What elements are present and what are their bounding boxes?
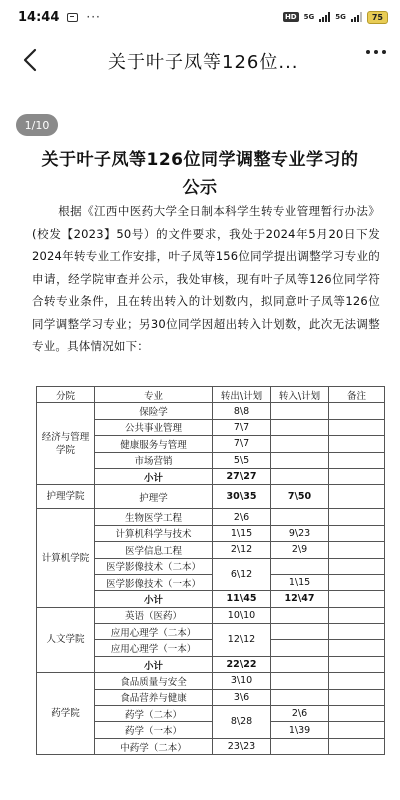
major-cell: 市场营销 [95,452,213,468]
out-cell: 12\12 [213,624,271,657]
in-cell [271,640,329,656]
remark-cell [329,419,385,435]
remark-cell [329,558,385,574]
remark-cell [329,591,385,607]
major-cell: 应用心理学（二本） [95,624,213,640]
major-cell: 食品质量与安全 [95,673,213,689]
in-cell [271,452,329,468]
header-remark: 备注 [329,387,385,403]
in-cell [271,468,329,484]
out-cell: 5\5 [213,452,271,468]
remark-cell [329,509,385,525]
remark-cell [329,542,385,558]
table-row [37,607,385,623]
header-out: 转出\计划 [213,387,271,403]
document-title [0,146,400,202]
battery-icon: 75 [367,11,388,24]
out-cell: 3\6 [213,689,271,705]
document-title-line-2: 公示 [182,178,218,198]
in-cell: 1\15 [271,574,329,590]
subtotal-label: 小计 [95,591,213,607]
remark-cell [329,640,385,656]
more-options-button[interactable] [366,50,386,54]
major-cell: 中药学（二本） [95,738,213,754]
college-cell: 护理学院 [37,485,95,509]
transfer-table [36,386,385,755]
out-cell: 2\6 [213,509,271,525]
remark-cell [329,673,385,689]
remark-cell [329,656,385,672]
remark-cell [329,525,385,541]
in-cell [271,419,329,435]
out-cell: 8\8 [213,403,271,419]
major-cell: 药学（二本） [95,706,213,722]
subtotal-label: 小计 [95,656,213,672]
in-cell [271,689,329,705]
hd-badge: HD [284,13,297,21]
in-cell [271,624,329,640]
major-cell: 护理学 [95,485,213,509]
in-cell [271,607,329,623]
out-cell: 23\23 [213,738,271,754]
table-row [37,485,385,509]
status-bar [0,0,400,34]
nav-bar [0,36,400,84]
remark-cell [329,689,385,705]
major-cell: 保险学 [95,403,213,419]
major-cell: 生物医学工程 [95,509,213,525]
header-college: 分院 [37,387,95,403]
in-cell [271,509,329,525]
college-cell: 人文学院 [37,607,95,673]
in-cell [271,738,329,754]
table-header-row [37,387,385,403]
major-cell: 药学（一本） [95,722,213,738]
header-in: 转入\计划 [271,387,329,403]
more-dots-icon [366,50,370,54]
table-row [37,509,385,525]
document-body-text: 根据《江西中医药大学全日制本科学生转专业管理暂行办法》(校发【2023】50号）的文件要求，我处于2024年5月20日下发2024年转专业工作安排，叶子凤等156位同学提出调整学习专业的申请，经学院审查并公示，我处审核，现有叶子凤等126位同学符合转专业条件，且在转出转入的计划数内，拟同意叶子凤等126位同学调整学习专业；另30位同学因超出转入计划数，此次无法调整专业。具体情况如下： [32,204,380,353]
out-cell: 1\15 [213,525,271,541]
major-cell: 应用心理学（一本） [95,640,213,656]
out-cell: 27\27 [213,468,271,484]
major-cell: 医学影像技术（一本） [95,574,213,590]
status-time: 14:44 [18,9,60,25]
signal-icon [319,12,330,22]
remark-cell [329,485,385,509]
subtotal-label: 小计 [95,468,213,484]
in-cell: 7\50 [271,485,329,509]
remark-cell [329,722,385,738]
more-dot [382,50,386,54]
network-label-1: 5G [303,12,315,21]
out-cell: 11\45 [213,591,271,607]
back-button[interactable] [18,46,44,74]
in-cell [271,403,329,419]
major-cell: 食品营养与健康 [95,689,213,705]
major-cell: 健康服务与管理 [95,436,213,452]
college-cell: 经济与管理学院 [37,403,95,485]
out-cell: 22\22 [213,656,271,672]
remark-cell [329,468,385,484]
in-cell [271,673,329,689]
notification-icon [67,13,78,22]
in-cell: 2\6 [271,706,329,722]
out-cell: 10\10 [213,607,271,623]
major-cell: 英语（医药） [95,607,213,623]
in-cell [271,656,329,672]
in-cell: 9\23 [271,525,329,541]
network-label-2: 5G [335,12,346,21]
table-row [37,673,385,689]
in-cell: 2\9 [271,542,329,558]
out-cell: 7\7 [213,436,271,452]
remark-cell [329,624,385,640]
in-cell: 1\39 [271,722,329,738]
status-more-indicator: ··· [86,10,101,24]
in-cell [271,436,329,452]
out-cell: 3\10 [213,673,271,689]
college-cell: 药学院 [37,673,95,755]
out-cell: 2\12 [213,542,271,558]
remark-cell [329,452,385,468]
out-cell: 30\35 [213,485,271,509]
remark-cell [329,738,385,754]
in-cell: 12\47 [271,591,329,607]
major-cell: 医学信息工程 [95,542,213,558]
remark-cell [329,574,385,590]
page-indicator: 1/10 [16,114,58,136]
chevron-left-icon [18,46,44,74]
remark-cell [329,403,385,419]
major-cell: 计算机科学与技术 [95,525,213,541]
in-cell [271,558,329,574]
header-major: 专业 [95,387,213,403]
out-cell: 8\28 [213,706,271,739]
document-body [32,200,380,358]
signal-icon [351,12,362,22]
remark-cell [329,607,385,623]
out-cell: 6\12 [213,558,271,591]
more-dot [374,50,378,54]
remark-cell [329,706,385,722]
remark-cell [329,436,385,452]
document-title-line-1: 关于叶子凤等126位同学调整专业学习的 [41,150,359,170]
college-cell: 计算机学院 [37,509,95,607]
page-title: 关于叶子凤等126位... [108,52,299,73]
table-row [37,403,385,419]
out-cell: 7\7 [213,419,271,435]
major-cell: 医学影像技术（二本） [95,558,213,574]
major-cell: 公共事业管理 [95,419,213,435]
